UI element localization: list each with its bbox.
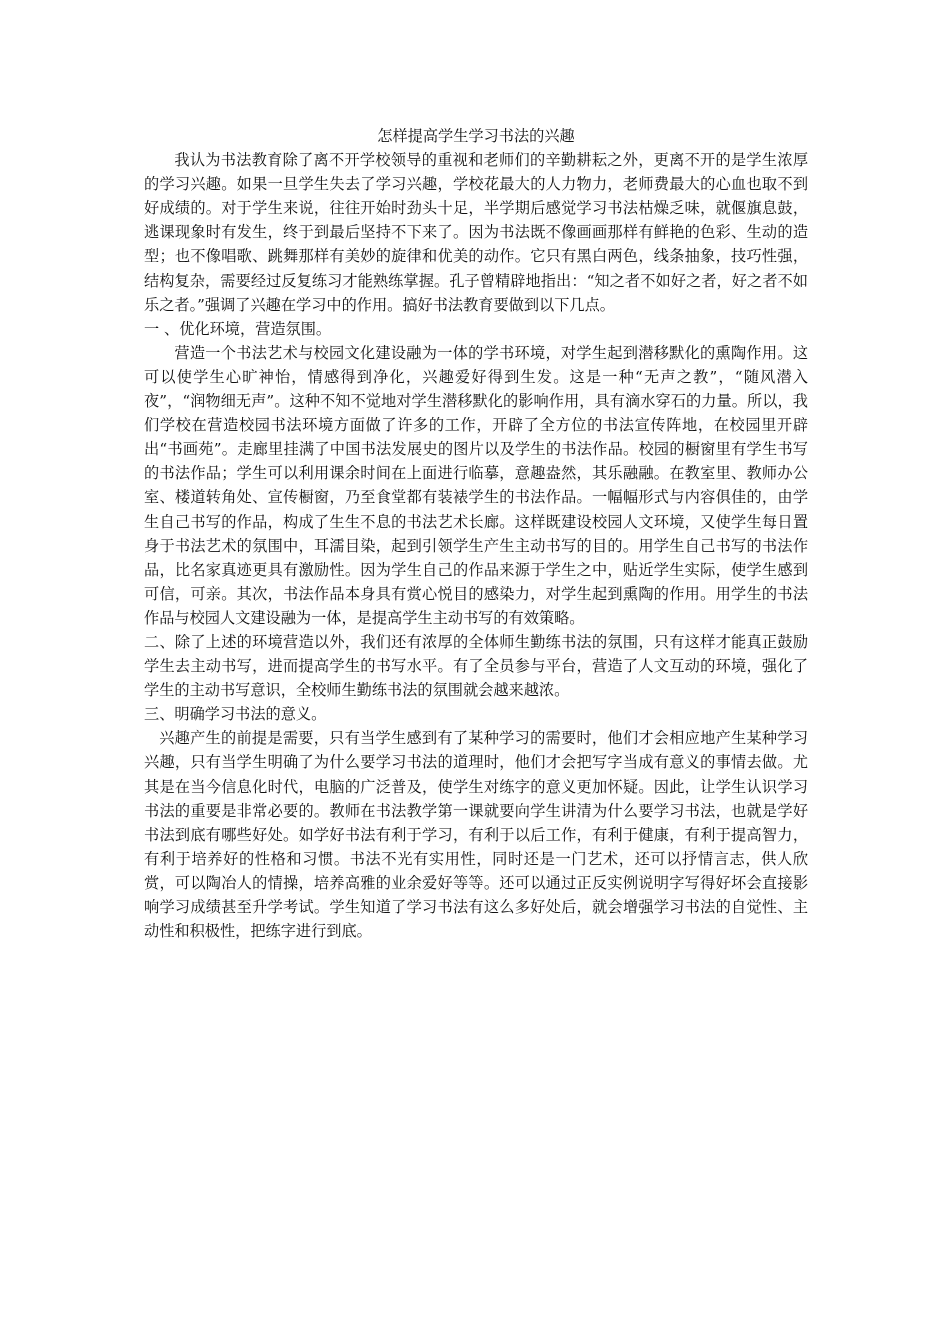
section-3-heading: 三、明确学习书法的意义。	[144, 705, 327, 724]
section-1-heading: 一 、优化环境，营造氛围。	[144, 319, 332, 338]
section-1-paragraph: 营造一个书法艺术与校园文化建设融为一体的学书环境，对学生起到潜移默化的熏陶作用。这可以使学生心旷神怡，情感得到净化，兴趣爱好得到生发。这是一种“无声之教”，“随风潜入夜”，“润物细无声”。这种不知不觉地对学生潜移默化的影响作用，具有滴水穿石的力量。所以，我们学校在营造校园书法环境方面做了许多的工作，开辟了全方位的书法宣传阵地，在校园里开辟出“书画苑”。走廊里挂满了中国书法发展史的图片以及学生的书法作品。校园的橱窗里有学生书写的书法作品；学生可以利用课余时间在上面进行临摹，意趣盎然，其乐融融。在教室里、教师办公室、楼道转角处、宣传橱窗，乃至食堂都有装裱学生的书法作品。一幅幅形式与内容俱佳的，由学生自己书写的作品，构成了生生不息的书法艺术长廊。这样既建设校园人文环境，又使学生每日置身于书法艺术的氛围中，耳濡目染，起到引领学生产生主动书写的目的。用学生自己书写的书法作品，比名家真迹更具有激励性。因为学生自己的作品来源于学生之中，贴近学生实际，使学生感到可信，可亲。其次，书法作品本身具有赏心悦目的感染力，对学生起到熏陶的作用。用学生的书法作品与校园人文建设融为一体，是提高学生主动书写的有效策略。	[144, 343, 808, 627]
document-page	[144, 124, 808, 943]
section-3-paragraph: 兴趣产生的前提是需要，只有当学生感到有了某种学习的需要时，他们才会相应地产生某种学习兴趣，只有当学生明确了为什么要学习书法的道理时，他们才会把写字当成有意义的事情去做。尤其是在当今信息化时代，电脑的广泛普及，使学生对练字的意义更加怀疑。因此，让学生认识学习书法的重要是非常必要的。教师在书法教学第一课就要向学生讲清为什么要学习书法，也就是学好书法到底有哪些好处。如学好书法有利于学习，有利于以后工作，有利于健康，有利于提高智力，有利于培养好的性格和习惯。书法不光有实用性，同时还是一门艺术，还可以抒情言志，供人欣赏，可以陶冶人的情操，培养高雅的业余爱好等等。还可以通过正反实例说明字写得好坏会直接影响学习成绩甚至升学考试。学生知道了学习书法有这么多好处后，就会增强学习书法的自觉性、主动性和积极性，把练字进行到底。	[144, 729, 808, 941]
intro-paragraph: 我认为书法教育除了离不开学校领导的重视和老师们的辛勤耕耘之外，更离不开的是学生浓厚的学习兴趣。如果一旦学生失去了学习兴趣，学校花最大的人力物力，老师费最大的心血也取不到好成绩的。对于学生来说，往往开始时劲头十足，半学期后感觉学习书法枯燥乏味，就偃旗息鼓，逃课现象时有发生，终于到最后坚持不下来了。因为书法既不像画画那样有鲜艳的色彩、生动的造型；也不像唱歌、跳舞那样有美妙的旋律和优美的动作。它只有黑白两色，线条抽象，技巧性强，结构复杂，需要经过反复练习才能熟练掌握。孔子曾精辟地指出：“知之者不如好之者，好之者不如乐之者。”强调了兴趣在学习中的作用。搞好书法教育要做到以下几点。	[144, 151, 808, 314]
document-title: 怎样提高学生学习书法的兴趣	[377, 127, 575, 145]
section-2-paragraph: 二、除了上述的环境营造以外，我们还有浓厚的全体师生勤练书法的氛围，只有这样才能真正鼓励学生去主动书写，进而提高学生的书写水平。有了全员参与平台，营造了人文互动的环境，强化了学生的主动书写意识，全校师生勤练书法的氛围就会越来越浓。	[144, 632, 808, 700]
